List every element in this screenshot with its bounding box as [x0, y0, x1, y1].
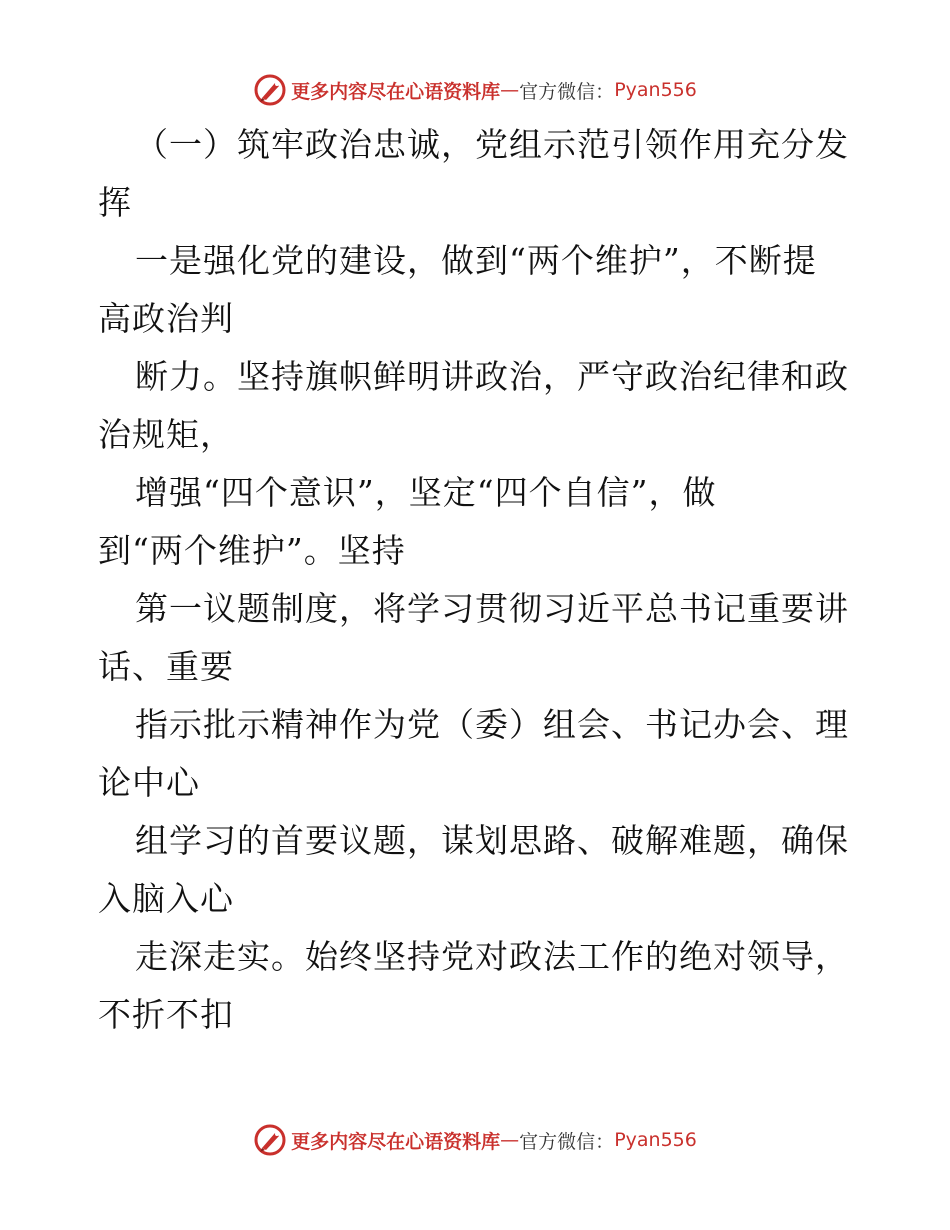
text-line: 高政治判	[98, 299, 234, 338]
watermark-wechat-label: 官方微信：	[519, 80, 615, 103]
text-line: 增强“四个意识”，坚定“四个自信”，做	[135, 473, 717, 512]
watermark-separator: —	[500, 1129, 520, 1151]
text-line: 论中心	[98, 763, 200, 802]
text-line: 治规矩，	[98, 415, 234, 454]
header-watermark	[0, 72, 950, 108]
text-line: 指示批示精神作为党（委）组会、书记办会、理	[135, 705, 849, 744]
text-line: 到“两个维护”。坚持	[98, 531, 406, 570]
text-line: 挥	[98, 183, 132, 222]
text-line: 话、重要	[98, 647, 234, 686]
text-line: 入脑入心	[98, 879, 234, 918]
watermark-separator: —	[500, 79, 520, 101]
pen-logo-icon	[253, 73, 287, 107]
document-body	[98, 116, 858, 1044]
text-line: 一是强化党的建设，做到“两个维护”，不断提	[135, 241, 817, 280]
text-line: 组学习的首要议题，谋划思路、破解难题，确保	[135, 821, 849, 860]
pen-logo-icon	[253, 1123, 287, 1157]
watermark-wechat-label: 官方微信：	[519, 1130, 615, 1153]
text-line: 不折不扣	[98, 995, 234, 1034]
watermark-main-text: 更多内容尽在心语资料库	[291, 1130, 501, 1153]
text-line: 第一议题制度，将学习贯彻习近平总书记重要讲	[135, 589, 849, 628]
text-line: 断力。坚持旗帜鲜明讲政治，严守政治纪律和政	[135, 357, 849, 396]
text-line: （一）筑牢政治忠诚，党组示范引领作用充分发	[135, 125, 849, 164]
watermark-wechat-id: Pyan556	[614, 1129, 697, 1151]
watermark-wechat-id: Pyan556	[614, 79, 697, 101]
footer-watermark	[0, 1122, 950, 1158]
text-line: 走深走实。始终坚持党对政法工作的绝对领导，	[135, 937, 849, 976]
watermark-main-text: 更多内容尽在心语资料库	[291, 80, 501, 103]
